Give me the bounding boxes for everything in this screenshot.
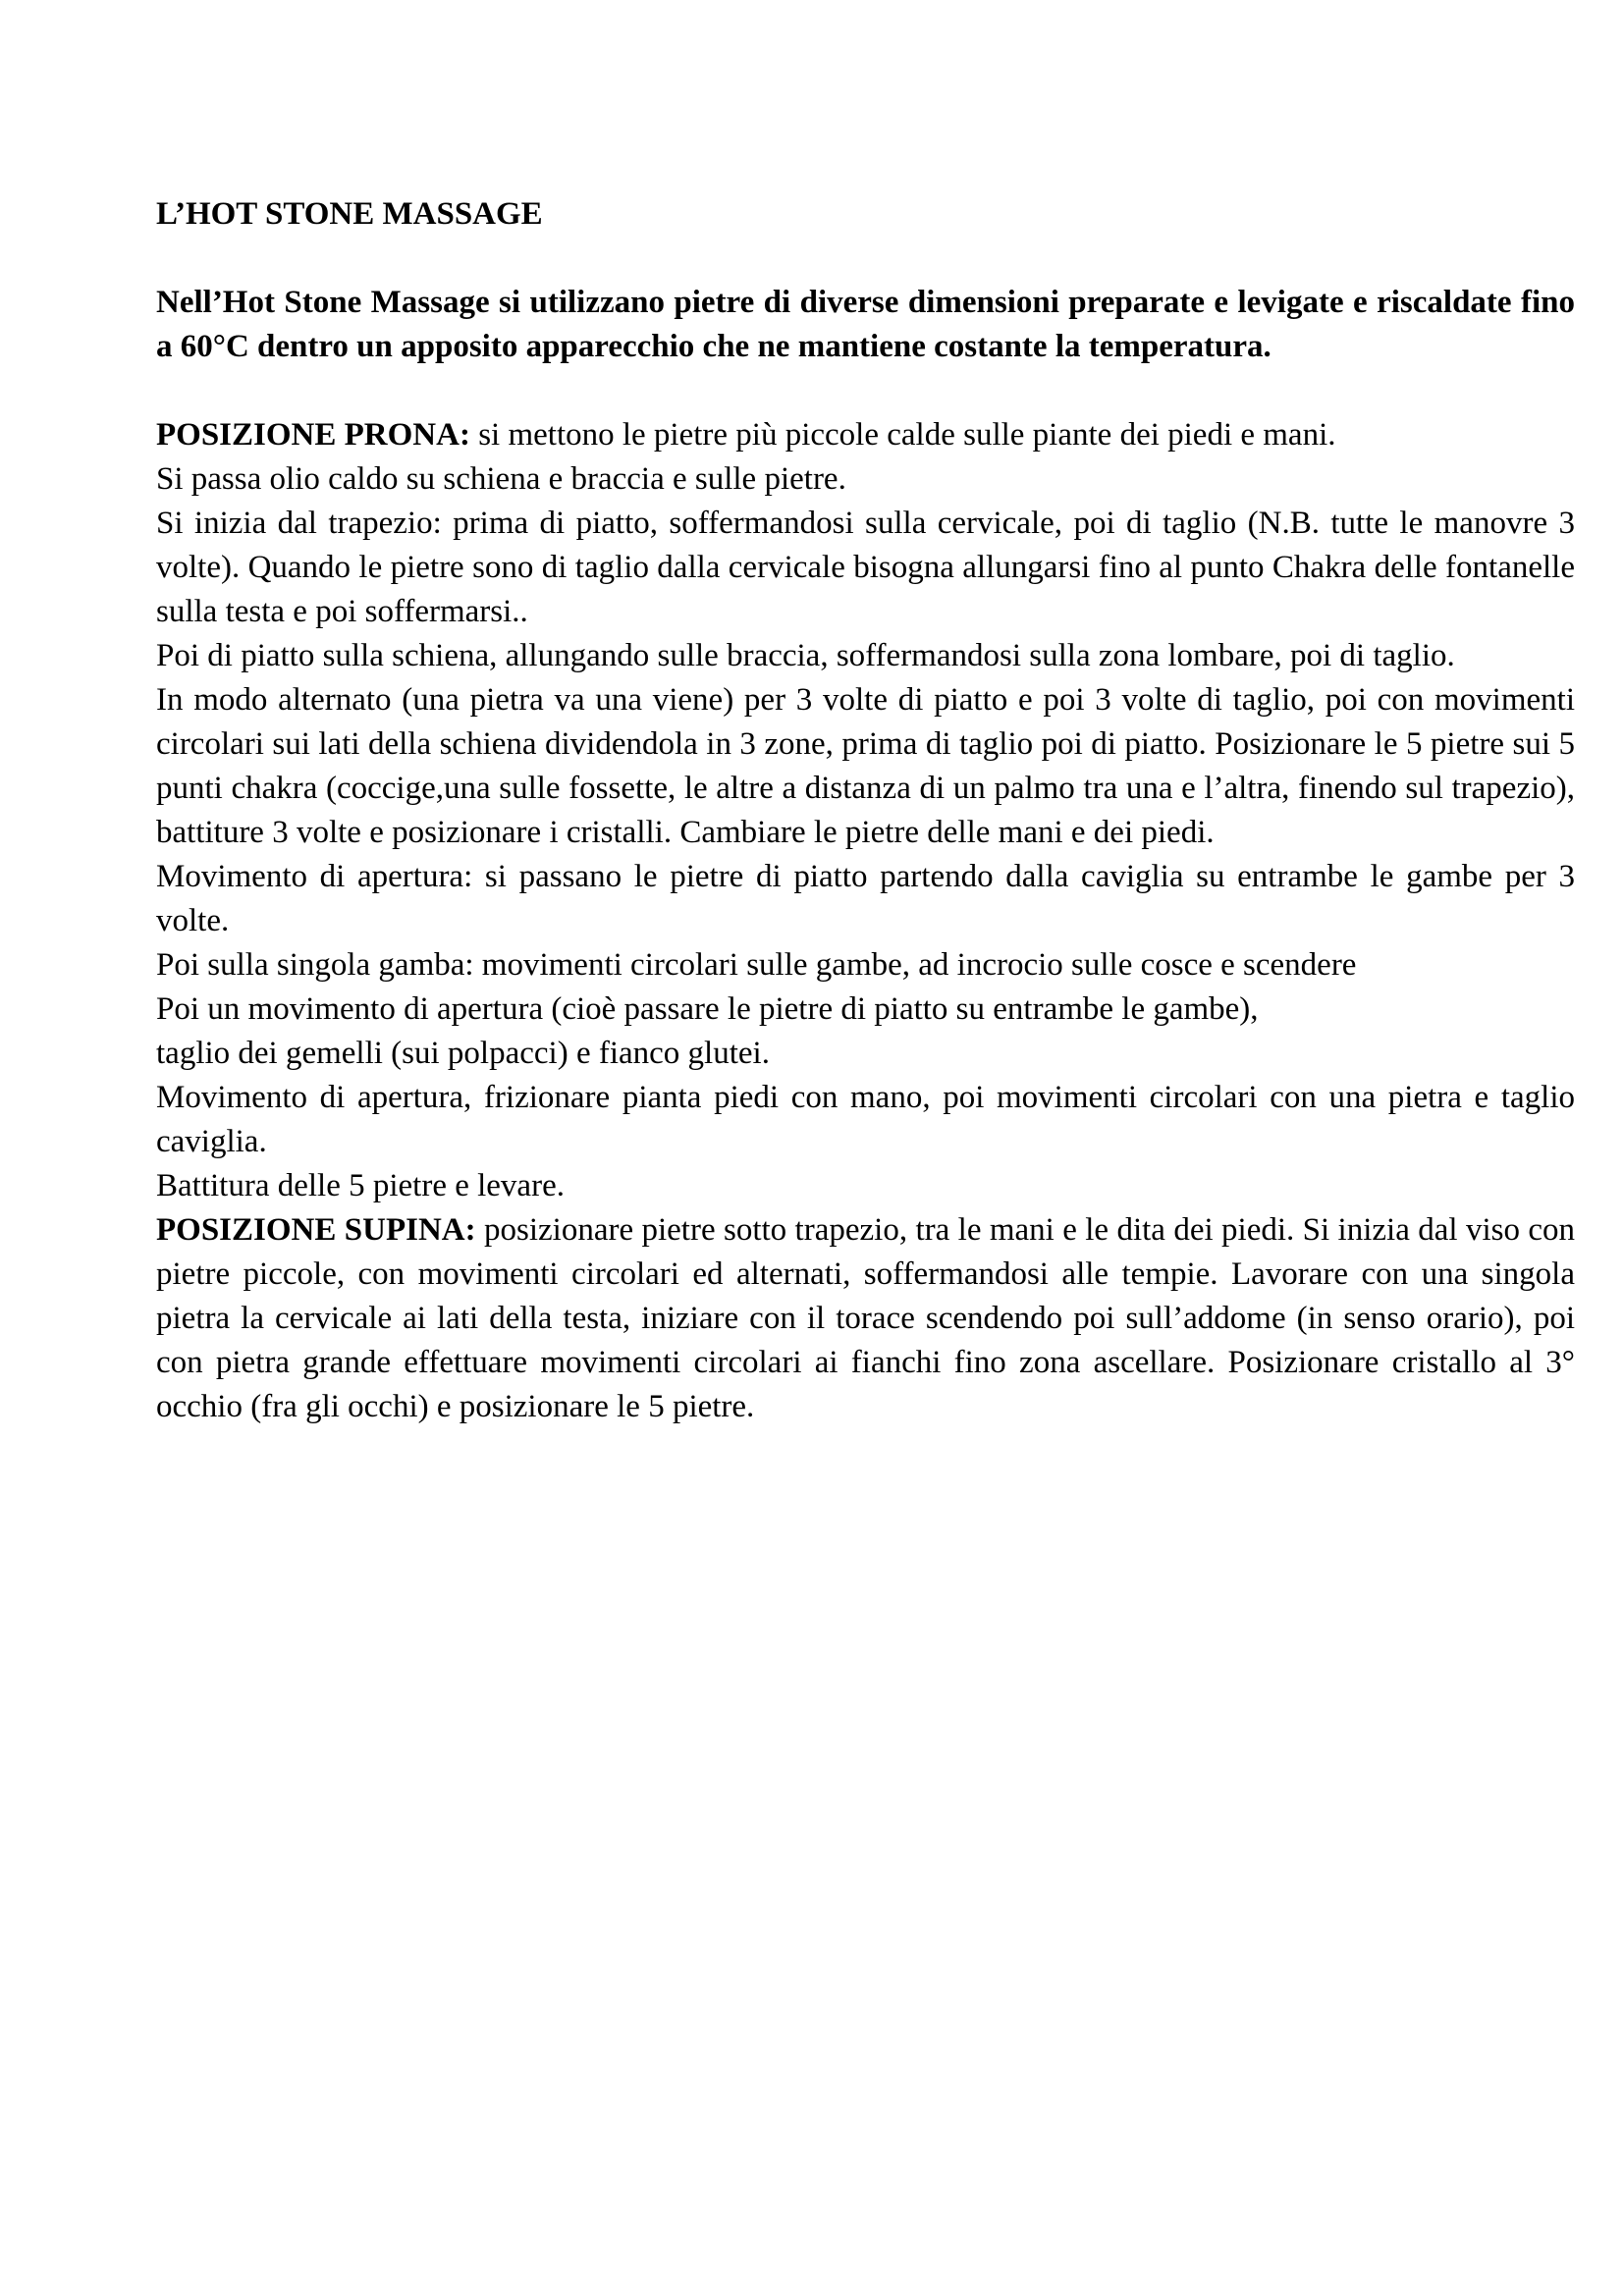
intro-paragraph: Nell’Hot Stone Massage si utilizzano pietre di diverse dimensioni preparate e levigate e riscaldate fino a 60°C dentro un apposito apparecchio che ne mantiene costante la temperatura. [156,285,1575,364]
body-paragraph: Movimento di apertura: si passano le pietre di piatto partendo dalla caviglia su entrambe le gambe per 3 volte. [156,859,1575,938]
prona-paragraph [156,413,1575,457]
body-paragraph: In modo alternato (una pietra va una viene) per 3 volte di piatto e poi 3 volte di taglio, poi con movimenti circolari sui lati della schiena dividendola in 3 zone, prima di taglio poi di piatto. Posizionare le 5 pietre sui 5 punti chakra (coccige,una sulle fossette, le altre a distanza di un palmo tra una e l’altra, finendo sul trapezio), battiture 3 volte e posizionare i cristalli. Cambiare le pietre delle mani e dei piedi. [156,682,1575,850]
body-paragraph: Poi sulla singola gamba: movimenti circolari sulle gambe, ad incrocio sulle cosce e scendere [156,947,1357,983]
body-paragraph: Si inizia dal trapezio: prima di piatto, soffermandosi sulla cervicale, poi di taglio (N.B. tutte le manovre 3 volte). Quando le pietre sono di taglio dalla cervicale bisogna allungarsi fino al punto Chakra delle fontanelle sulla testa e poi soffermarsi.. [156,506,1575,629]
body-paragraph: taglio dei gemelli (sui polpacci) e fianco glutei. [156,1036,770,1071]
body-paragraph: Poi un movimento di apertura (cioè passare le pietre di piatto su entrambe le gambe), [156,991,1259,1027]
body-paragraph: Battitura delle 5 pietre e levare. [156,1168,565,1203]
prona-text: si mettono le pietre più piccole calde sulle piante dei piedi e mani. [469,417,1336,453]
body-paragraph: Poi di piatto sulla schiena, allungando sulle braccia, soffermandosi sulla zona lombare, poi di taglio. [156,638,1455,673]
document-title: L’HOT STONE MASSAGE [156,196,543,232]
supina-heading: POSIZIONE SUPINA: [156,1212,476,1248]
document-body [156,192,1575,1429]
body-paragraph: Movimento di apertura, frizionare pianta piedi con mano, poi movimenti circolari con una pietra e taglio caviglia. [156,1080,1575,1159]
supina-paragraph [156,1208,1575,1429]
supina-text: posizionare pietre sotto trapezio, tra le mani e le dita dei piedi. Si inizia dal viso con pietre piccole, con movimenti circolari ed alternati, soffermandosi alle tempie. Lavorare con una singola pietra la cervicale ai lati della testa, iniziare con il torace scendendo poi sull’addome (in senso orario), poi con pietra grande effettuare movimenti circolari ai fianchi fino zona ascellare. Posizionare cristallo al 3° occhio (fra gli occhi) e posizionare le 5 pietre. [156,1212,1575,1424]
body-paragraph: Si passa olio caldo su schiena e braccia e sulle pietre. [156,461,846,497]
prona-heading: POSIZIONE PRONA: [156,417,470,453]
